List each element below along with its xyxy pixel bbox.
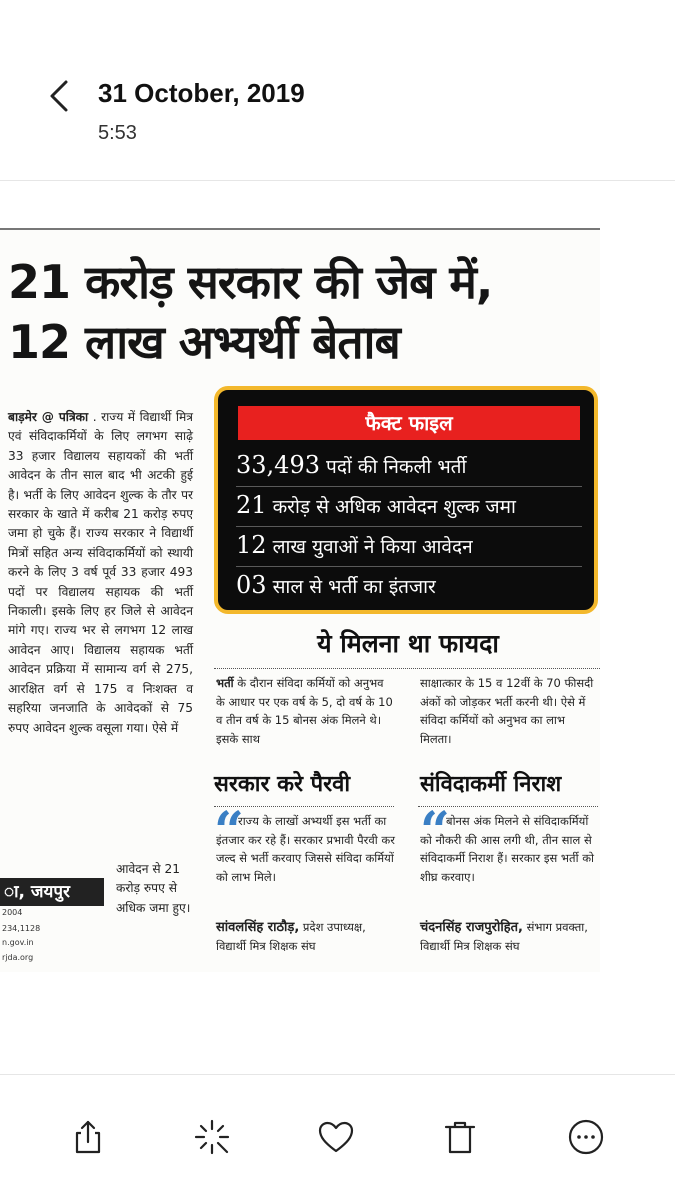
disappointed-heading: संविदाकर्मी निराश — [420, 772, 562, 797]
signature-name: चंदनसिंह राजपुरोहित, — [420, 920, 523, 935]
disappointed-quote: बोनस अंक मिलने से संविदाकर्मियों को नौकरी की आस लगी थी, तीन साल से संविदाकर्मी निराश हैं। सरकार इस भर्ती को शीघ्र करवाए। — [420, 814, 595, 884]
fact-number: 33,493 — [236, 451, 320, 479]
fact-number: 12 — [236, 531, 267, 559]
fact-text: पदों की निकली भर्ती — [319, 456, 467, 478]
benefit-text-1: के दौरान संविदा कर्मियों को अनुभव के आधार पर एक वर्ष के 5, दो वर्ष के 10 व तीन वर्ष के 15 बोनस अंक मिलने थे। इसके साथ — [216, 676, 393, 746]
fact-file-box — [214, 386, 598, 614]
share-button[interactable] — [66, 1115, 110, 1159]
stamp-line: 2004 — [2, 908, 23, 917]
bottom-toolbar — [0, 1075, 675, 1200]
fact-text: करोड़ से अधिक आवेदन शुल्क जमा — [266, 496, 516, 518]
signature-role: प्रदेश उपाध्यक्ष, विद्यार्थी मित्र शिक्षक संघ — [216, 920, 366, 953]
magic-wand-icon — [193, 1118, 231, 1156]
article-body — [8, 408, 193, 738]
more-button[interactable] — [564, 1115, 608, 1159]
fact-row — [236, 446, 582, 487]
quote-icon: “ — [420, 801, 450, 862]
photo-date: 31 October, 2019 — [98, 78, 305, 108]
stamp-line: n.gov.in — [2, 938, 34, 947]
headline-line-2: 12 लाख अभ्यर्थी बेताब — [8, 315, 400, 369]
benefit-column-2: साक्षात्कार के 15 व 12वीं के 70 फीसदी अंकों को जोड़कर भर्ती करनी थी। ऐसे में संविदा कर्मियों को अनुभव का लाभ मिलता। — [420, 676, 594, 746]
fact-text: साल से भर्ती का इंतजार — [266, 576, 436, 598]
article-headline — [8, 252, 492, 372]
disappointed-signature — [420, 918, 598, 955]
fact-row — [236, 486, 582, 527]
fact-row — [236, 566, 582, 606]
fact-file-title: फैक्ट फाइल — [238, 406, 580, 440]
advocacy-quote: राज्य के लाखों अभ्यर्थी इस भर्ती का इंतजार कर रहे हैं। सरकार प्रभावी पैरवी कर जल्द से भर्ती करवाए जिससे संविदा कर्मियों को लाभ मिले। — [216, 814, 395, 884]
favorite-button[interactable] — [314, 1115, 358, 1159]
fact-number: 03 — [236, 571, 267, 599]
article-dateline: बाड़मेर @ पत्रिका — [8, 410, 89, 424]
delete-button[interactable] — [438, 1115, 482, 1159]
stamp-line: rjda.org — [2, 953, 34, 962]
clipping-rule — [0, 228, 600, 230]
edit-button[interactable] — [190, 1115, 234, 1159]
publisher-stamp — [0, 878, 104, 968]
heart-icon — [317, 1118, 355, 1156]
stamp-line: 234,1128 — [2, 924, 41, 933]
article-body-tail: आवेदन से 21 करोड़ रुपए से अधिक जमा हुए। — [116, 862, 191, 915]
photo-header — [0, 0, 675, 180]
photo-viewer-image[interactable] — [0, 228, 600, 972]
article-body-text: . राज्य में विद्यार्थी मित्र एवं संविदाकर्मियों के लिए लगभग साढ़े 33 हजार विद्यालय सहायकों की भर्ती आवेदन के तीन साल बाद भी अटकी हुई है। भर्ती के लिए आवेदन शुल्क के तौर पर सरकार के खाते में करीब 21 करोड़ रुपए जमा हो चुके हैं। राज्य सरकार ने विद्यार्थी मित्रों सहित अन्य संविदाकर्मियों को स्थायी करने के लिए 3 वर्ष पूर्व 33 हजार 493 पदों पर विद्यालय सहायक की भर्ती निकाली। इसके लिए हर जिले से आवेदन मांगे गए। राज्य भर से लगभग 12 लाख आवेदन आए। विद्यालय सहायक भर्ती आवेदन प्रक्रिया में सामान्य वर्ग से 275, आरक्षित वर्ग से 175 व निःशक्त व सहरिया जनजाति के आवेदकों से 75 रुपए आवेदन शुल्क वसूला गया। ऐसे में — [8, 410, 193, 735]
dotted-rule — [214, 668, 600, 669]
quote-icon: “ — [214, 801, 244, 862]
chevron-left-icon — [44, 76, 80, 116]
benefit-lead-word: भर्ती — [216, 676, 234, 690]
fact-text: लाख युवाओं ने किया आवेदन — [266, 536, 473, 558]
signature-role: संभाग प्रवक्ता, विद्यार्थी मित्र शिक्षक संघ — [420, 920, 588, 953]
advocacy-signature — [216, 918, 398, 955]
benefit-heading: ये मिलना था फायदा — [317, 629, 499, 658]
fact-number: 21 — [236, 491, 267, 519]
back-button[interactable] — [44, 76, 80, 116]
fact-row — [236, 526, 582, 567]
photo-time: 5:53 — [98, 122, 137, 144]
trash-icon — [441, 1118, 479, 1156]
signature-name: सांवलसिंह राठौड़, — [216, 920, 300, 935]
advocacy-heading: सरकार करे पैरवी — [214, 772, 351, 797]
stamp-title: ा, जयपुर — [0, 878, 104, 906]
benefit-column-1 — [216, 674, 396, 748]
headline-line-1: 21 करोड़ सरकार की जेब में, — [8, 255, 493, 309]
more-icon — [567, 1118, 605, 1156]
share-icon — [69, 1118, 107, 1156]
header-divider — [0, 180, 675, 181]
